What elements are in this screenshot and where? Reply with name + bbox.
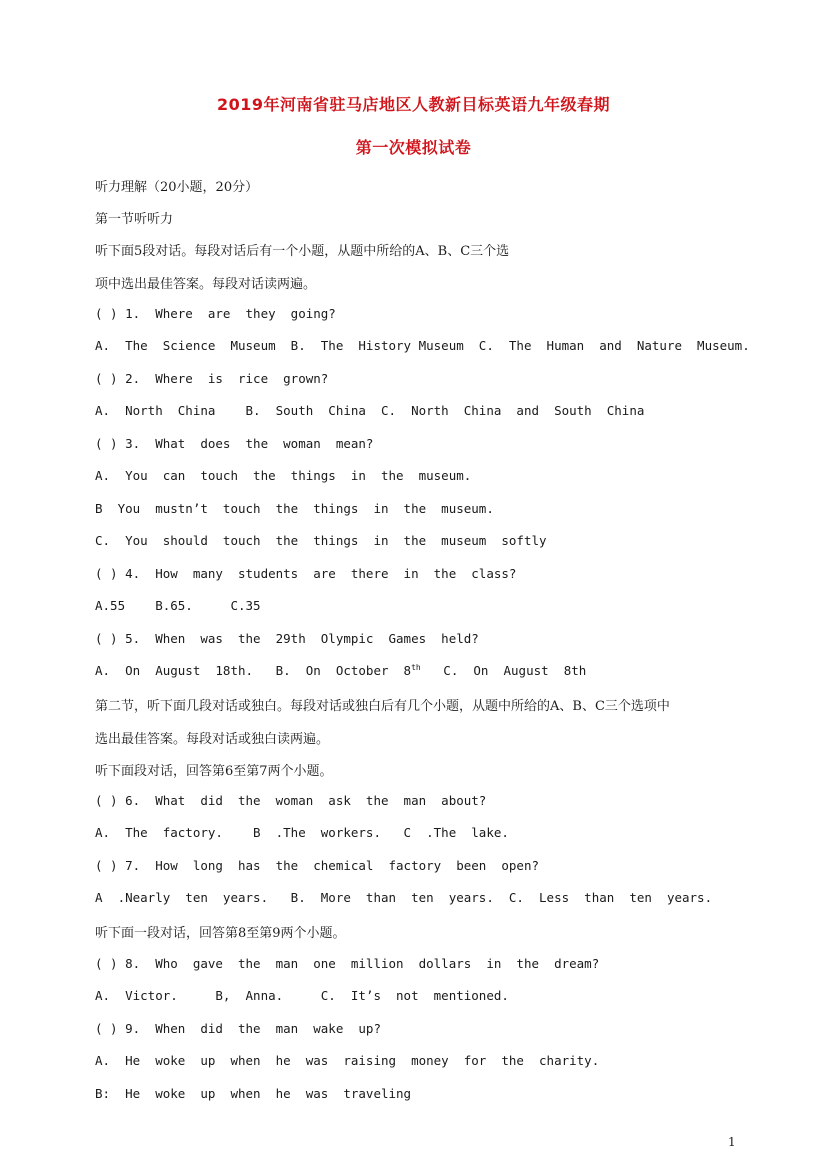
question-5: ( ) 5. When was the 29th Olympic Games held?: [95, 631, 479, 646]
question-5-options-post: C. On August 8th: [420, 663, 587, 679]
page-number: 1: [728, 1135, 736, 1149]
question-1: ( ) 1. Where are they going?: [95, 306, 336, 321]
question-7-options: A .Nearly ten years. B. More than ten years. C. Less than ten years.: [95, 890, 713, 905]
title-line-2: 第一次模拟试卷: [355, 138, 472, 157]
question-3: ( ) 3. What does the woman mean?: [95, 436, 374, 451]
question-5-options: [95, 663, 586, 678]
question-8: ( ) 8. Who gave the man one million dollars in the dream?: [95, 956, 600, 971]
question-6: ( ) 6. What did the woman ask the man about?: [95, 793, 487, 808]
part1-heading: 第一节听听力: [95, 212, 174, 227]
question-9: ( ) 9. When did the man wake up?: [95, 1021, 381, 1036]
part2-instruction-1: 第二节，听下面几段对话或独白。每段对话或独白后有几个小题，从题中所给的A、B、C三个选项中: [95, 699, 670, 714]
question-3-option-a: A. You can touch the things in the museum.: [95, 468, 472, 483]
question-9-option-a: A. He woke up when he was raising money for the charity.: [95, 1053, 600, 1068]
question-9-option-b: B: He woke up when he was traveling: [95, 1086, 412, 1101]
question-4: ( ) 4. How many students are there in the class?: [95, 566, 517, 581]
question-4-options: A.55 B.65. C.35: [95, 598, 261, 613]
question-3-option-c: C. You should touch the things in the museum softly: [95, 533, 547, 548]
section-heading: 听力理解（20小题，20分）: [95, 180, 259, 195]
question-5-options-sup: th: [411, 663, 421, 672]
question-3-option-b: B You mustn’t touch the things in the museum.: [95, 501, 494, 516]
part1-instruction-1: 听下面5段对话。每段对话后有一个小题，从题中所给的A、B、C三个选: [95, 244, 510, 259]
part1-instruction-2: 项中选出最佳答案。每段对话读两遍。: [95, 277, 317, 292]
part2-group-2-instruction: 听下面一段对话，回答第8至第9两个小题。: [95, 926, 346, 941]
question-7: ( ) 7. How long has the chemical factory been open?: [95, 858, 540, 873]
part2-instruction-2: 选出最佳答案。每段对话或独白读两遍。: [95, 732, 330, 747]
part2-group-1-instruction: 听下面段对话，回答第6至第7两个小题。: [95, 764, 333, 779]
question-5-options-pre: A. On August 18th. B. On October 8: [95, 663, 412, 679]
question-2: ( ) 2. Where is rice grown?: [95, 371, 329, 386]
question-1-options: A. The Science Museum B. The History Museum C. The Human and Nature Museum.: [95, 338, 750, 353]
question-6-options: A. The factory. B .The workers. C .The lake.: [95, 825, 509, 840]
question-8-options: A. Victor. B, Anna. C. It’s not mentioned.: [95, 988, 509, 1003]
title-line-1: 2019年河南省驻马店地区人教新目标英语九年级春期: [216, 95, 611, 114]
question-2-options: A. North China B. South China C. North China and South China: [95, 403, 645, 418]
